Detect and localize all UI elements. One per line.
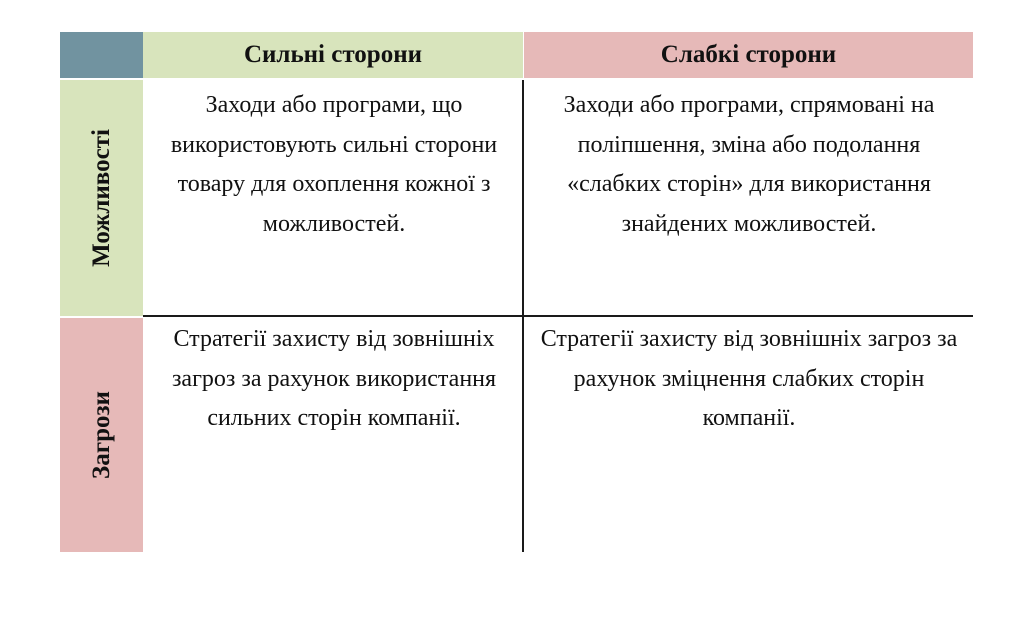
header-strengths-label: Сильні сторони	[243, 41, 423, 68]
header-strengths	[143, 32, 523, 78]
row-label-opportunities	[60, 80, 143, 316]
row-label-threats	[60, 318, 143, 552]
corner-cell	[60, 32, 143, 78]
cell-opportunities-strengths: Заходи або програми, що використовують сильні сторони товару для охоплення кожної з можливостей.	[170, 92, 498, 237]
cell-threats-strengths: Стратегії захисту від зовнішніх загроз за рахунок використання сильних сторін компанії.	[171, 326, 497, 431]
row-label-threats-text: Загрози	[87, 391, 115, 479]
row-label-opportunities-text: Можливості	[87, 129, 115, 267]
horizontal-divider	[143, 315, 973, 317]
header-weaknesses-label: Слабкі сторони	[660, 41, 837, 68]
cell-opportunities-weaknesses: Заходи або програми, спрямовані на поліпшення, зміна або подолання «слабких сторін» для використання знайдених можливостей.	[563, 92, 935, 237]
cell-threats-weaknesses: Стратегії захисту від зовнішніх загроз за рахунок зміцнення слабких сторін компанії.	[540, 326, 958, 431]
header-weaknesses	[524, 32, 973, 78]
